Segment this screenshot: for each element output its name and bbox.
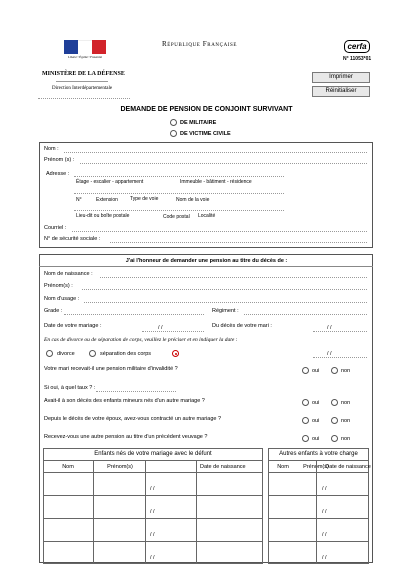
adresse-line-2[interactable] [74,193,284,194]
adresse-line-3[interactable] [74,210,284,211]
section2-heading: J'ai l'honneur de demander une pension au titre du décès de : [125,258,288,264]
nom-field[interactable] [64,152,367,153]
prenoms-field[interactable] [80,163,367,164]
nom-label: Nom : [44,146,59,152]
secu-field[interactable] [110,242,367,243]
q-autre-pension-oui-radio[interactable] [302,435,309,442]
nom-naissance-label: Nom de naissance : [44,271,93,277]
q-taux-field[interactable] [96,391,176,392]
children-table-title: Enfants nés de votre mariage avec le défunt [94,451,212,457]
adresse-line-1[interactable] [74,176,284,177]
grade-label: Grade : [44,308,63,314]
children-row-2-date[interactable]: / / [150,509,155,515]
q-autre-pension-non-radio[interactable] [331,435,338,442]
q-pension-oui-radio[interactable] [302,367,309,374]
civil-radio[interactable] [170,130,177,137]
regiment-field[interactable] [244,314,367,315]
q-autre-pension-label: Recevez-vous une autre pension au titre d'un précédent veuvage ? [44,434,208,440]
q-pension-non-radio[interactable] [331,367,338,374]
nom-usage-field[interactable] [84,302,367,303]
divorce-note: En cas de divorce ou de séparation de corps, veuillez le préciser et en indiquer la date : [44,337,238,343]
date-deces-label: Du décès de votre mari : [212,323,272,329]
separation-label: séparation des corps [100,351,152,357]
other-children-title: Autres enfants à votre charge [279,451,358,457]
form-title: DEMANDE DE PENSION DE CONJOINT SURVIVANT [120,106,293,113]
children-col-date: Date de naissance [200,464,246,470]
deceased-prenoms-label: Prénom(s) : [44,283,73,289]
logo-text: Liberté • Égalité • Fraternité [68,55,102,59]
regiment-label: Régiment : [212,308,239,314]
grade-field[interactable] [64,314,204,315]
courriel-field[interactable] [72,231,367,232]
military-radio[interactable] [170,119,177,126]
republic-title: République Française [162,40,238,48]
localite-label: Localité [198,213,216,219]
q-remarie-label: Depuis le décès de votre époux, avez-vous contracté un autre mariage ? [44,416,222,422]
date-deces-field[interactable]: / / [327,325,332,331]
nom-usage-label: Nom d'usage : [44,296,80,302]
children-row-3-date[interactable]: / / [150,532,155,538]
children-col-nom: Nom [62,464,74,470]
military-label: DE MILITAIRE [180,120,217,126]
direction-label: Direction Interdépartementale [52,86,113,91]
numero-label: N° [76,197,82,203]
q-pension-non-label: non [341,368,351,374]
q-remarie-non-radio[interactable] [331,417,338,424]
divorce-radio[interactable] [46,350,53,357]
nom-voie-label: Nom de la voie [176,197,210,203]
q-pension-label: Votre mari recevait-il une pension militaire d'invalidité ? [44,366,178,372]
children-row-1-date[interactable]: / / [150,486,155,492]
immeuble-label: Immeuble - bâtiment - résidence [180,179,252,185]
extension-label: Extension [96,197,118,203]
other-col-date: Date de naissance [325,464,371,470]
cerfa-logo: cerfa [344,40,370,53]
date-mariage-field[interactable]: / / [158,325,163,331]
print-button[interactable]: Imprimer [312,72,370,83]
date-separation-field[interactable]: / / [327,351,332,357]
q-enfants-non-label: non [341,400,351,406]
children-col-prenom: Prénom(s) [107,464,133,470]
children-row-4-date[interactable]: / / [150,555,155,561]
adresse-label: Adresse : [46,171,70,177]
separation-radio[interactable] [89,350,96,357]
other-col-prenom: Prénom(s) [303,464,329,470]
date-mariage-label: Date de votre mariage : [44,323,102,329]
form-number: N° 11053*01 [343,56,372,62]
q-taux-label: Si oui, à quel taux ? : [44,385,96,391]
q-enfants-oui-label: oui [312,400,320,406]
courriel-label: Courriel : [44,225,67,231]
identity-section [39,142,373,248]
secu-label: N° de sécurité sociale : [44,236,101,242]
etage-label: Étage - escalier - appartement [76,179,144,185]
q-autre-pension-non-label: non [341,436,351,442]
none-radio[interactable] [172,350,179,357]
q-remarie-oui-label: oui [312,418,320,424]
other-row-1-date[interactable]: / / [322,486,327,492]
deceased-prenoms-field[interactable] [82,289,367,290]
type-voie-label: Type de voie [130,196,159,202]
other-row-2-date[interactable]: / / [322,509,327,515]
q-remarie-oui-radio[interactable] [302,417,309,424]
q-enfants-oui-radio[interactable] [302,399,309,406]
code-postal-label: Code postal [163,214,190,220]
reset-button[interactable]: Réinitialiser [312,86,370,97]
divorce-label: divorce [57,351,75,357]
marianne-logo [64,40,106,62]
q-remarie-non-label: non [341,418,351,424]
civil-label: DE VICTIME CIVILE [180,131,231,137]
q-enfants-non-radio[interactable] [331,399,338,406]
other-col-nom: Nom [277,464,289,470]
q-pension-oui-label: oui [312,368,320,374]
q-enfants-label: Avait-il à son décès des enfants mineurs nés d'un autre mariage ? [44,398,205,404]
other-row-3-date[interactable]: / / [322,532,327,538]
other-row-4-date[interactable]: / / [322,555,327,561]
lieu-dit-label: Lieu-dit ou boîte postale [76,213,130,219]
nom-naissance-field[interactable] [100,277,367,278]
prenoms-label: Prénom (s) : [44,157,75,163]
q-autre-pension-oui-label: oui [312,436,320,442]
ministry-title: MINISTÈRE DE LA DÉFENSE [42,71,125,77]
